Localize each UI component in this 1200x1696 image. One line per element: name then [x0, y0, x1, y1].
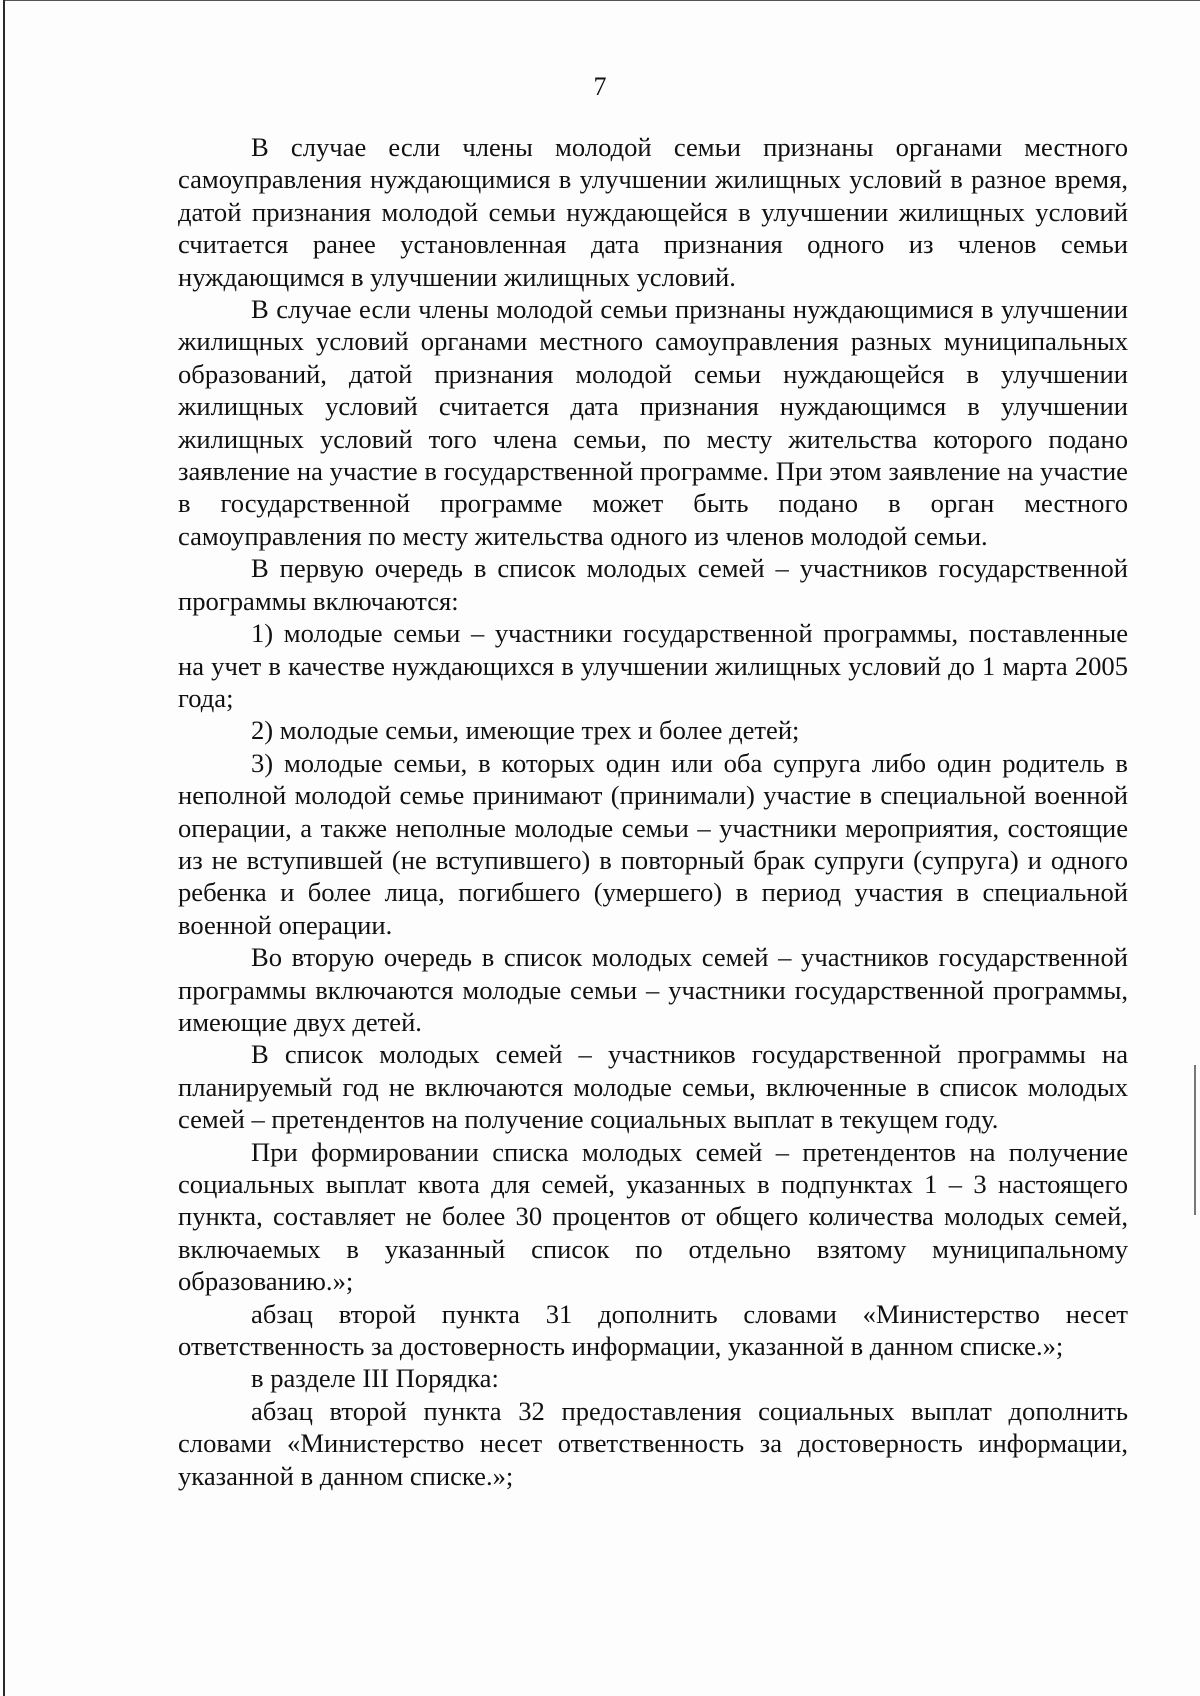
paragraph: 2) молодые семьи, имеющие трех и более детей; — [251, 715, 800, 746]
paragraph: В первую очередь в список молодых семей – участников государственной программы включаются: — [178, 553, 1128, 616]
scan-edge-top — [5, 0, 1200, 1]
page-number: 7 — [593, 72, 607, 101]
scan-edge-right — [1194, 1065, 1196, 1215]
paragraph: абзац второй пункта 32 предоставления социальных выплат дополнить словами «Министерство несет ответственность за достоверность информации, указанной в данном списке.»; — [178, 1395, 1128, 1491]
paragraph: в разделе III Порядка: — [251, 1363, 499, 1394]
paragraph: Во вторую очередь в список молодых семей – участников государственной программы включаются молодые семьи – участники государственной программы, имеющие двух детей. — [178, 942, 1128, 1037]
document-body — [178, 131, 1128, 1492]
paragraph: При формировании списка молодых семей – претендентов на получение социальных выплат квота для семей, указанных в подпунктах 1 – 3 настоящего пункта, составляет не более 30 процентов от общего количества молодых семей, включаемых в указанный список по отдельно взятому муниципальному образованию.»; — [178, 1136, 1128, 1297]
paragraph: 1) молодые семьи – участники государственной программы, поставленные на учет в качестве нуждающихся в улучшении жилищных условий до 1 марта 2005 года; — [178, 618, 1128, 713]
scan-edge-left — [3, 0, 5, 1696]
paragraph: абзац второй пункта 31 дополнить словами «Министерство несет ответственность за достоверность информации, указанной в данном списке.»; — [178, 1298, 1128, 1362]
paragraph: 3) молодые семьи, в которых один или оба супруга либо один родитель в неполной молодой семье принимают (принимали) участие в специальной военной операции, а также неполные молодые семьи – участники мероприятия, состоящие из не вступившей (не вступившего) в повторный брак супруги (супруга) и одного ребенка и более лица, погибшего (умершего) в период участия в специальной военной операции. — [178, 747, 1128, 940]
paragraph: В список молодых семей – участников государственной программы на планируемый год не включаются молодые семьи, включенные в список молодых семей – претендентов на получение социальных выплат в текущем году. — [178, 1039, 1128, 1135]
paragraph: В случае если члены молодой семьи признаны нуждающимися в улучшении жилищных условий органами местного самоуправления разных муниципальных образований, датой признания молодой семьи нуждающейся в улучшении жилищных условий считается дата признания нуждающимся в улучшении жилищных условий того члена семьи, по месту жительства которого подано заявление на участие в государственной программе. При этом заявление на участие в государственной программе может быть подано в орган местного самоуправления по месту жительства одного из членов молодой семьи. — [178, 294, 1128, 551]
paragraph: В случае если члены молодой семьи признаны органами местного самоуправления нуждающимися в улучшении жилищных условий в разное время, датой признания молодой семьи нуждающейся в улучшении жилищных условий считается ранее установленная дата признания одного из членов семьи нуждающимся в улучшении жилищных условий. — [178, 132, 1128, 292]
